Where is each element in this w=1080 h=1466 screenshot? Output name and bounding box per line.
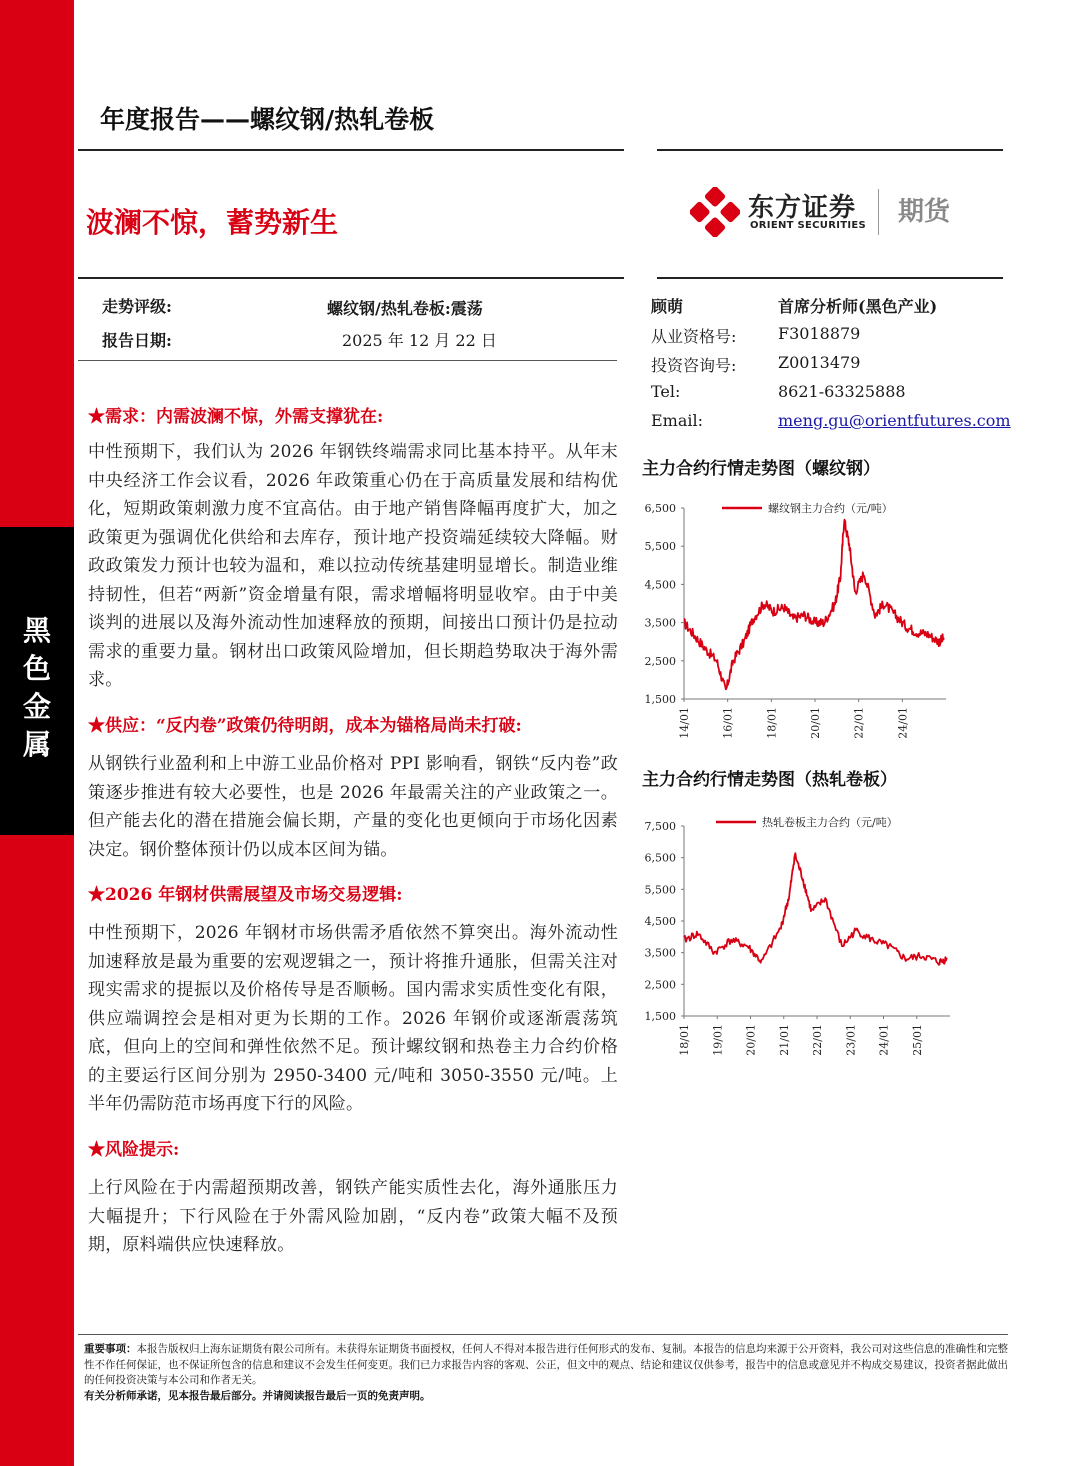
x-tick-label: 19/01 [711,1024,725,1056]
logo-chinese-name: 东方证券 [748,193,857,223]
x-tick-label: 18/01 [678,1024,691,1056]
report-type-title: 年度报告——螺纹钢/热轧卷板 [100,105,435,134]
rating-label: 走势评级: [102,297,172,316]
y-tick-label: 5,500 [644,883,676,897]
section-body-supply: 从钢铁行业盈利和上中游工业品价格对 PPI 影响看，钢铁“反内卷”政策逐步推进有较大必要性，也是 2026 年最需关注的产业政策之一。但产能去化的潜在措施会偏长期，产量的变化也更倾向于市场化因素决定。钢价整体预计仍以成本区间为锚。 [88,754,618,860]
footer-last-line: 有关分析师承诺，见本报告最后部分。并请阅读报告最后一页的免责声明。 [84,1389,431,1402]
analyst-email-label: Email: [651,411,704,430]
analyst-tel-value: 8621-63325888 [778,382,906,401]
x-tick-label: 21/01 [777,1024,791,1056]
analyst-license-label: 从业资格号: [651,327,737,346]
y-tick-label: 1,500 [644,693,676,706]
side-char: 黑 [22,614,51,647]
side-char: 属 [22,728,51,761]
y-tick-label: 2,500 [644,978,676,992]
analyst-email-link[interactable]: meng.gu@orientfutures.com [778,411,1011,430]
page-title: 波澜不惊，蓄势新生 [86,206,339,239]
y-tick-label: 3,500 [644,946,676,960]
hrc-price-chart [640,808,970,1070]
company-logo [690,185,990,241]
section-body-risk: 上行风险在于内需超预期改善，钢铁产能实质性去化，海外通胀压力大幅提升；下行风险在于外需风险加剧，“反内卷”政策大幅不及预期，原料端供应快速释放。 [88,1178,618,1255]
legend-label: 螺纹钢主力合约（元/吨） [768,502,893,515]
x-tick-label: 20/01 [809,707,822,739]
footer-rule [78,1334,1008,1335]
section-heading-risk: ★风险提示: [88,1140,180,1160]
meta-rule-left [78,277,624,279]
analyst-consult-value: Z0013479 [778,353,861,372]
section-heading-outlook: ★2026 年钢材供需展望及市场交易逻辑: [88,885,403,905]
x-tick-label: 23/01 [844,1024,858,1056]
footer-disclaimer [84,1342,1008,1404]
chart-title-hrc: 主力合约行情走势图（热轧卷板） [642,770,897,790]
x-tick-label: 14/01 [678,707,691,739]
rebar-price-chart [640,490,970,752]
y-tick-label: 7,500 [644,820,676,833]
x-tick-label: 22/01 [811,1024,824,1056]
analyst-consult-label: 投资咨询号: [651,356,737,375]
y-tick-label: 1,500 [644,1010,676,1023]
analyst-license-value: F3018879 [778,324,861,343]
side-char: 金 [22,690,51,723]
footer-text: 本报告版权归上海东证期货有限公司所有。未获得东证期货书面授权，任何人不得对本报告进行任何形式的发布、复制。本报告的信息均来源于公开资料，我公司对这些信息的准确性和完整性不作任何保证，也不保证所包含的信息和建议不会发生任何变更。我们已力求报告内容的客观、公正，但文中的观点、结论和建议仅供参考，报告中的信息或意见并不构成交易建议，投资者据此做出的任何投资决策与本公司和作者无关。 [84,1343,1008,1386]
series-line [684,520,944,690]
date-value: 2025 年 12 月 22 日 [342,331,497,350]
y-tick-label: 4,500 [644,578,676,592]
y-tick-label: 2,500 [644,654,676,668]
x-tick-label: 18/01 [765,707,779,739]
footer-label: 重要事项： [84,1343,137,1355]
analyst-name: 顾萌 [651,297,684,316]
logo-suffix: 期货 [898,197,951,227]
section-heading-supply: ★供应：“反内卷”政策仍待明朗，成本为锚格局尚未打破: [88,716,522,736]
legend-label: 热轧卷板主力合约（元/吨） [762,816,898,829]
logo-english-name: ORIENT SECURITIES [750,220,867,231]
meta-rule-right [657,277,1003,279]
x-tick-label: 20/01 [744,1024,758,1056]
section-heading-demand: ★需求：内需波澜不惊，外需支撑犹在: [88,407,384,427]
y-tick-label: 5,500 [644,540,676,554]
chart-title-rebar: 主力合约行情走势图（螺纹钢） [642,459,880,479]
x-tick-label: 24/01 [877,1024,891,1056]
y-tick-label: 3,500 [644,616,676,630]
y-tick-label: 4,500 [644,915,676,928]
analyst-role: 首席分析师(黑色产业) [778,297,938,316]
y-tick-label: 6,500 [644,502,676,515]
section-body-outlook: 中性预期下，2026 年钢材市场供需矛盾依然不算突出。海外流动性加速释放是最为重要的宏观逻辑之一，预计将推升通胀，但需关注对现实需求的提振以及价格传导是否顺畅。国内需求实质性变化有限，供应端调控会是相对更为长期的工作。2026 年钢价或逐渐震荡筑底，但向上的空间和弹性依然不足。预计螺纹钢和热卷主力合约价格的主要运行区间分别为 2950-3400 元/吨和 3050-3550 元/吨。上半年仍需防范市场再度下行的风险。 [88,923,618,1114]
header-rule-left [78,149,624,151]
section-body-demand: 中性预期下，我们认为 2026 年钢铁终端需求同比基本持平。从年末中央经济工作会议看，2026 年政策重心仍在于高质量发展和结构优化，短期政策刺激力度不宜高估。由于地产销售降幅再度扩大，加之政策更为强调优化供给和去库存，预计地产投资端延续较大降幅。财政政策发力预计也较为温和，难以拉动传统基建明显增长。制造业维持韧性，但若“两新”资金增量有限，需求增幅将明显收窄。由于中美谈判的进展以及海外流动性加速释放的预期，间接出口预计仍是拉动需求的重要力量。钢材出口政策风险增加，但长期趋势取决于海外需求。 [88,442,618,690]
date-label: 报告日期: [102,331,172,350]
x-tick-label: 22/01 [852,707,866,739]
y-tick-label: 6,500 [644,851,676,865]
x-tick-label: 25/01 [910,1024,924,1056]
rating-value: 螺纹钢/热轧卷板:震荡 [327,299,483,318]
series-line [684,853,947,965]
meta-bottom-rule [78,360,617,361]
logo-mark-icon [690,187,740,237]
side-category-label [21,612,53,764]
header-rule-right [657,149,1003,151]
analyst-tel-label: Tel: [651,382,681,401]
side-char: 色 [22,652,51,685]
x-tick-label: 24/01 [896,707,910,739]
logo-divider [878,189,879,235]
x-tick-label: 16/01 [721,707,735,739]
